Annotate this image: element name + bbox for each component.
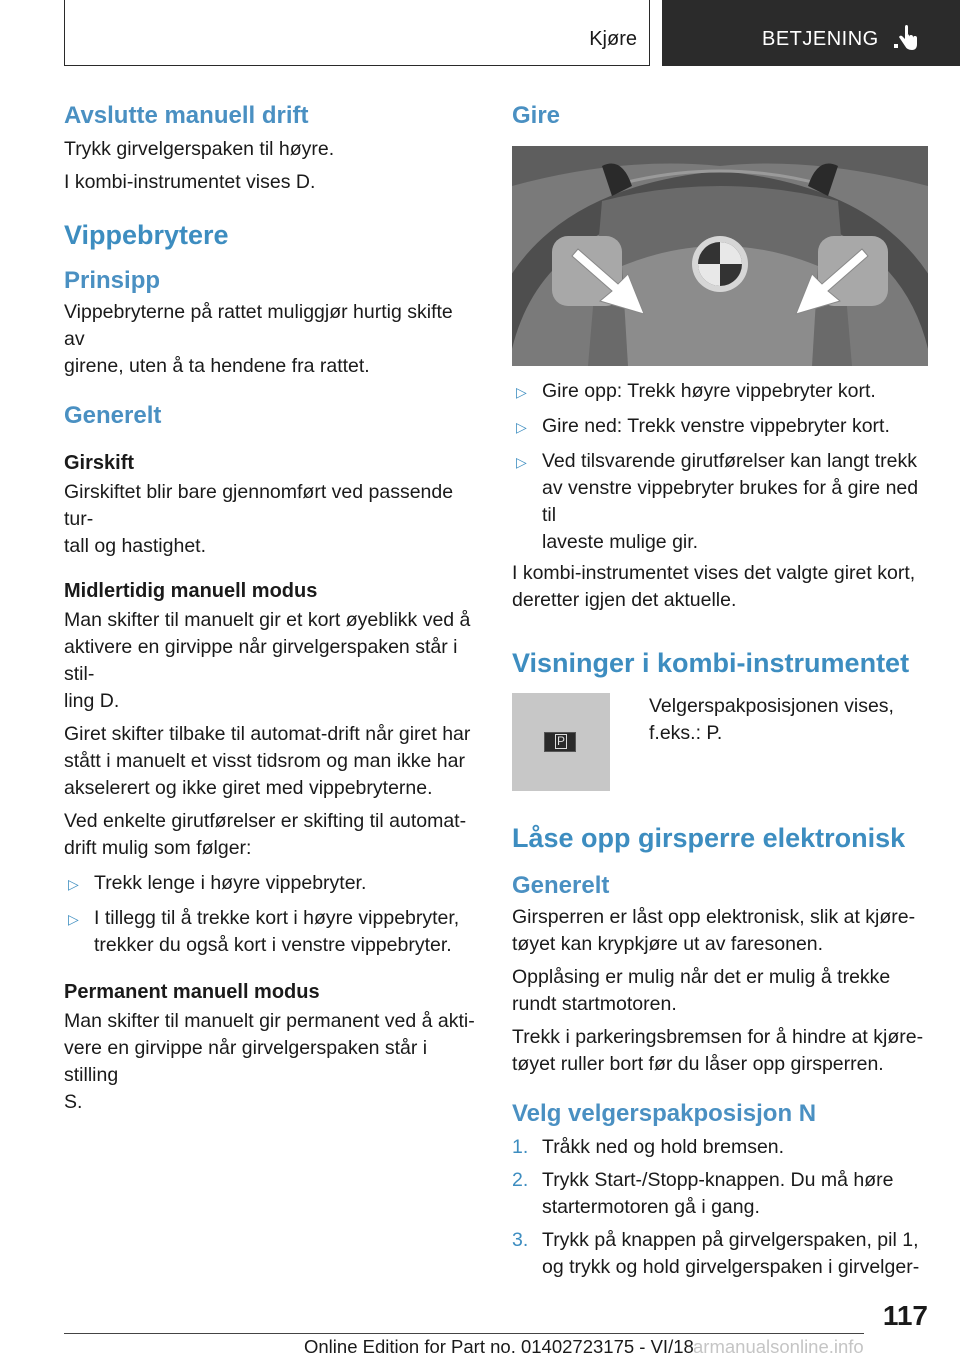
triangle-right-icon: ▷ xyxy=(68,911,79,927)
heading-permanent: Permanent manuell modus xyxy=(64,981,320,1003)
step-text: startermotoren gå i gang. xyxy=(542,1196,760,1218)
heading-girskift: Girskift xyxy=(64,452,135,474)
left-column xyxy=(64,100,478,1116)
bullet-text: trekker du også kort i venstre vippebryter. xyxy=(94,934,452,956)
bullet-text: Gire ned: Trekk venstre vippebryter kort. xyxy=(542,415,890,437)
heading-midlertidig: Midlertidig manuell modus xyxy=(64,580,318,602)
bullet-text: Trekk lenge i høyre vippebryter. xyxy=(94,872,367,894)
heading-vippebrytere: Vippebrytere xyxy=(64,220,229,250)
heading-velg: Velg velgerspakposisjon N xyxy=(512,1100,817,1127)
text-gen-1: Girsperren er låst opp elektronisk, slik at kjøre- xyxy=(512,906,916,928)
text-perm-1: Man skifter til manuelt gir permanent ved å akti- xyxy=(64,1010,475,1032)
header-chapter-title: BETJENING xyxy=(762,28,879,50)
heading-prinsipp: Prinsipp xyxy=(64,267,161,294)
text-disp-2: f.eks.: P. xyxy=(649,722,723,744)
text-giret-1: Giret skifter tilbake til automat-drift når giret har xyxy=(64,723,471,745)
heading-visninger: Visninger i kombi-instrumentet xyxy=(512,648,910,678)
step-text: og trykk og hold girvelgerspaken i girvelger- xyxy=(542,1256,920,1278)
list-item xyxy=(512,378,928,405)
step-text: Tråkk ned og hold bremsen. xyxy=(542,1136,785,1158)
triangle-right-icon: ▷ xyxy=(68,876,79,892)
text-kombi-2: deretter igjen det aktuelle. xyxy=(512,589,737,611)
heading-avslutte: Avslutte manuell drift xyxy=(64,102,309,129)
text-disp-1: Velgerspakposisjonen vises, xyxy=(649,695,894,717)
right-column xyxy=(512,100,928,1281)
text-perm-2: vere en girvippe når girvelgerspaken står i stilling xyxy=(64,1037,428,1086)
heading-gire: Gire xyxy=(512,102,561,129)
text-avslutte-2: I kombi-instrumentet vises D. xyxy=(64,171,316,193)
bullet-text: Gire opp: Trekk høyre vippebryter kort. xyxy=(542,380,876,402)
list-item xyxy=(512,413,928,440)
list-item xyxy=(512,448,928,556)
page-number: 117 xyxy=(882,1300,928,1331)
step-number: 3. xyxy=(512,1229,529,1251)
steering-wheel-image xyxy=(512,146,928,366)
step-number: 1. xyxy=(512,1136,529,1158)
header-section-box xyxy=(64,0,650,66)
text-prinsipp-1: Vippebryterne på rattet muliggjør hurtig skifte av xyxy=(64,301,453,350)
text-midl-2: aktivere en girvippe når girvelgerspaken står i stil- xyxy=(64,636,458,685)
bullet-text: laveste mulige gir. xyxy=(542,531,699,553)
text-opp-2: rundt startmotoren. xyxy=(512,993,677,1015)
list-item xyxy=(512,1227,928,1281)
hand-pointer-icon xyxy=(892,24,922,54)
text-midl-3: ling D. xyxy=(64,690,120,712)
text-perm-3: S. xyxy=(64,1091,83,1113)
header-section-title: Kjøre xyxy=(589,28,637,50)
heading-generelt: Generelt xyxy=(64,402,162,429)
text-giret-2: stått i manuelt et visst tidsrom og man ikke har xyxy=(64,750,465,772)
bullet-text: av venstre vippebryter brukes for å gire ned til xyxy=(542,477,919,526)
list-item xyxy=(64,905,478,959)
text-kombi-1: I kombi-instrumentet vises det valgte giret kort, xyxy=(512,562,916,584)
footer-watermark: armanualsonline.info xyxy=(693,1336,864,1357)
step-text: Trykk Start-/Stopp-knappen. Du må høre xyxy=(542,1169,894,1191)
list-item xyxy=(512,1134,928,1161)
text-midl-1: Man skifter til manuelt gir et kort øyeblikk ved å xyxy=(64,609,471,631)
text-gen-2: tøyet kan krypkjøre ut av faresonen. xyxy=(512,933,824,955)
text-trekk-2: tøyet ruller bort før du låser opp girsperren. xyxy=(512,1053,884,1075)
triangle-right-icon: ▷ xyxy=(516,419,527,435)
text-giret-3: akselerert og ikke giret med vippebryterne. xyxy=(64,777,433,799)
step-number: 2. xyxy=(512,1169,529,1191)
display-description xyxy=(649,693,929,747)
triangle-right-icon: ▷ xyxy=(516,384,527,400)
bullet-text: Ved tilsvarende girutførelser kan langt trekk xyxy=(542,450,918,472)
triangle-right-icon: ▷ xyxy=(516,454,527,470)
footer-edition: Online Edition for Part no. 01402723175 - VI/18 xyxy=(304,1336,694,1357)
text-opp-1: Opplåsing er mulig når det er mulig å trekke xyxy=(512,966,891,988)
footer-divider xyxy=(64,1333,864,1334)
bullet-text: I tillegg til å trekke kort i høyre vippebryter, xyxy=(94,907,460,929)
text-ved-2: drift mulig som følger: xyxy=(64,837,252,859)
heading-lase-opp: Låse opp girsperre elektronisk xyxy=(512,823,906,853)
text-ved-1: Ved enkelte girutførelser er skifting til automat- xyxy=(64,810,467,832)
header-chapter-tab xyxy=(662,0,960,66)
text-girskift-2: tall og hastighet. xyxy=(64,535,207,557)
display-figure-row xyxy=(512,693,928,793)
list-item xyxy=(512,1167,928,1221)
list-item xyxy=(64,870,478,897)
text-trekk-1: Trekk i parkeringsbremsen for å hindre at kjøre- xyxy=(512,1026,924,1048)
steering-wheel-illustration xyxy=(512,146,928,366)
text-girskift-1: Girskiftet blir bare gjennomført ved passende tur- xyxy=(64,481,454,530)
gear-display-box xyxy=(544,732,576,752)
text-prinsipp-2: girene, uten å ta hendene fra rattet. xyxy=(64,355,370,377)
step-text: Trykk på knappen på girvelgerspaken, pil 1, xyxy=(542,1229,919,1251)
gear-symbol: P xyxy=(556,734,565,748)
display-indicator-image xyxy=(512,693,610,791)
heading-generelt-right: Generelt xyxy=(512,872,610,899)
text-avslutte-1: Trykk girvelgerspaken til høyre. xyxy=(64,138,335,160)
